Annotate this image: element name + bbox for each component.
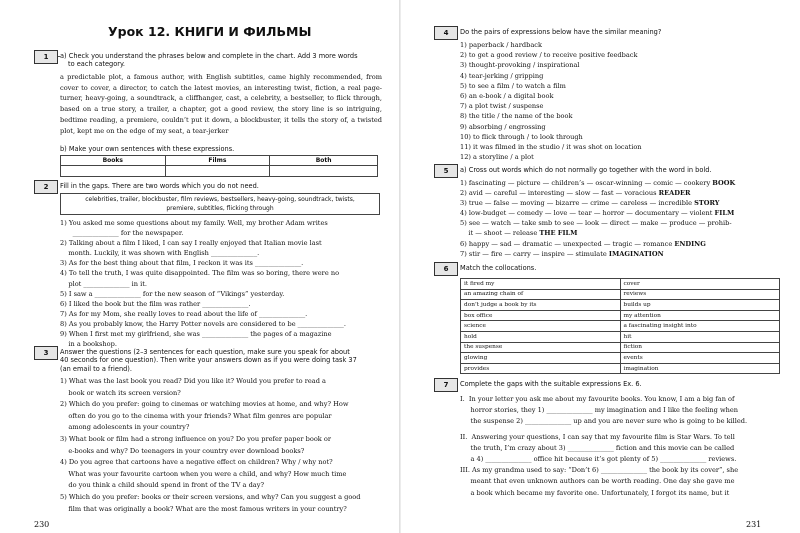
exercise-5-keyword: BOOK — [712, 179, 736, 187]
exercise-5-line — [460, 218, 735, 228]
exercise-2-line: 5) I saw a ______________ for the new season of “Vikings” yesterday. — [60, 289, 285, 298]
exercise-2-instruction: Fill in the gaps. There are two words which you do not need. — [60, 182, 259, 190]
exercise-7-line: the truth, I’m crazy about 3) ______________ fiction and this movie can be called — [460, 443, 735, 452]
collocation-left-cell[interactable]: it fired my — [461, 279, 621, 290]
exercise-2-line: 8) As you probably know, the Harry Potter novels are considered to be ______________. — [60, 319, 346, 328]
exercise-2-number: 2 — [34, 180, 58, 194]
exercise-2-line: 4) To tell the truth, I was quite disappointed. The film was so boring, there were no — [60, 269, 340, 278]
exercise-3-line: 4) Do you agree that cartoons have a negative effect on children? Why / why not? — [60, 458, 333, 467]
exercise-7-line: the suspense 2) ______________ up and you are never sure who is going to be killed. — [460, 417, 748, 426]
exercise-3-line: often do you go to the cinema with your friends? What film genres are popular — [60, 411, 332, 420]
collocation-row — [461, 289, 780, 300]
chart-cell[interactable] — [270, 166, 378, 177]
exercise-5-line — [460, 188, 735, 198]
exercise-3-line: 3) What book or film had a strong influence on you? Do you prefer paper book or — [60, 434, 332, 443]
exercise-2-line: 6) I liked the book but the film was rather ______________. — [60, 299, 251, 308]
exercise-5-line — [460, 178, 735, 188]
exercise-3-instruction-line: (an email to a friend). — [60, 364, 132, 373]
collocation-right-cell[interactable]: builds up — [620, 300, 780, 311]
exercise-5-keyword: ENDING — [674, 239, 706, 248]
collocation-left-cell[interactable]: an amazing chain of — [461, 289, 621, 300]
collocation-left-cell[interactable]: provides — [461, 363, 621, 374]
exercise-5-keyword: FILM — [714, 209, 735, 218]
exercise-3-line: film that was originally a book? What are the most famous writers in your country? — [60, 504, 347, 513]
word-box-line-1: celebrities, trailer, blockbuster, film reviews, bestsellers, heavy-going, soundtrack, twists, — [85, 196, 355, 203]
collocation-row — [461, 300, 780, 311]
exercise-5-line-text: 1) fascinating — picture — children’s — oscar-winning — comic — cookery — [460, 179, 713, 187]
exercise-4-line: 8) the title / the name of the book — [460, 112, 573, 121]
exercise-3-line: What was your favourite cartoon when you were a child, and why? How much time — [60, 469, 347, 478]
exercise-5-line-text: 5) see — watch — take smb to see — look — direct — make — produce — prohib- — [460, 219, 732, 228]
exercise-4-number: 4 — [434, 26, 458, 40]
exercise-2-line: 3) As for the best thing about that film, I reckon it was its ______________. — [60, 259, 304, 268]
exercise-5-keyword: STORY — [694, 199, 720, 208]
exercise-4-pairs — [460, 40, 642, 162]
chart-cell[interactable] — [165, 166, 270, 177]
exercise-4-line: 11) it was filmed in the studio / it was shot on location — [460, 143, 642, 152]
lesson-title: Урок 12. КНИГИ И ФИЛЬМЫ — [108, 24, 312, 39]
exercise-1-instruction-b: b) Make your own sentences with these expressions. — [60, 145, 235, 153]
collocation-left-cell[interactable]: the suspense — [461, 342, 621, 353]
collocation-row — [461, 363, 780, 374]
exercise-5-line-text: 3) true — false — moving — bizarre — crime — careless — incredible — [460, 199, 695, 208]
exercise-7-number: 7 — [434, 378, 458, 392]
exercise-1-instruction-line-1: a) Check you understand the phrases below and complete in the chart. Add 3 more words — [60, 52, 358, 60]
exercise-4-line: 4) tear-jerking / gripping — [460, 71, 544, 80]
exercise-7-text — [460, 394, 747, 499]
exercise-4-line: 7) a plot twist / suspense — [460, 102, 544, 111]
exercise-2-line: plot ______________ in it. — [60, 279, 147, 288]
exercise-2-line: month. Luckily, it was shown with English ______________. — [60, 249, 260, 258]
collocation-row — [461, 279, 780, 290]
exercise-1-phrases: a predictable plot, a famous author, with English subtitles, came highly recommended, from cover to cover, a director, to catch the latest movies, an interesting twist, fiction, a real page-turner, heavy-going, a soundtrack, a cliffhanger, cast, a celebrity, a bestseller, to flick through, based on a true story, a trailer, a chapter, got a good review, the story line is so intriguing, bedtime reading, a premiere, couldn’t put it down, a blockbuster, it tells the story of, a twisted plot, kept me on the edge of my seat, a tear-jerker — [60, 73, 382, 135]
exercise-4-line: 1) paperback / hardback — [460, 41, 542, 49]
exercise-3-line: 2) Which do you prefer: going to cinemas or watching movies at home, and why? How — [60, 400, 349, 409]
exercise-5-line — [460, 228, 735, 238]
collocation-row — [461, 310, 780, 321]
collocation-right-cell[interactable]: reviews — [620, 289, 780, 300]
exercise-5-line-text: 4) low-budget — comedy — love — tear — horror — documentary — violent — [460, 209, 715, 218]
page-number-left: 230 — [34, 520, 50, 529]
exercise-6-number: 6 — [434, 262, 458, 276]
word-box-line-2: premiere, subtitles, flicking through — [166, 204, 274, 212]
collocation-left-cell[interactable]: science — [461, 321, 621, 332]
exercise-4-line: 9) absorbing / engrossing — [460, 122, 546, 131]
collocation-right-cell[interactable]: hit — [620, 331, 780, 342]
collocation-left-cell[interactable]: don’t judge a book by its — [461, 300, 621, 311]
exercise-2-line: 1) You asked me some questions about my family. Well, my brother Adam writes — [60, 219, 328, 227]
exercise-3-questions — [60, 376, 385, 515]
exercise-5-line — [460, 249, 735, 259]
exercise-6-instruction: Match the collocations. — [460, 264, 537, 272]
collocation-row — [461, 342, 780, 353]
exercise-7-line: II. Answering your questions, I can say that my favourite film is Star Wars. To tell — [460, 432, 735, 441]
exercise-1-instruction — [60, 52, 380, 69]
exercise-1-chart — [60, 155, 378, 177]
collocation-right-cell[interactable]: events — [620, 353, 780, 364]
chart-header-books: Books — [61, 156, 166, 166]
exercise-5-keyword: IMAGINATION — [608, 249, 664, 258]
exercise-3-line: among adolescents in your country? — [60, 423, 190, 432]
exercise-4-line: 2) to get a good review / to receive positive feedback — [460, 51, 638, 60]
exercise-5-keyword: THE FILM — [539, 229, 578, 238]
exercise-2-line: 2) Talking about a film I liked, I can say I really enjoyed that Italian movie last — [60, 239, 322, 248]
collocation-row — [461, 353, 780, 364]
collocation-right-cell[interactable]: cover — [620, 279, 780, 290]
exercise-5-instruction: a) Cross out words which do not normally go together with the word in bold. — [460, 166, 712, 174]
chart-header-both: Both — [270, 156, 378, 166]
exercise-4-line: 10) to flick through / to look through — [460, 132, 583, 141]
exercise-7-instruction: Complete the gaps with the suitable expressions Ex. 6. — [460, 380, 642, 388]
exercise-1-instruction-line-2: to each category. — [68, 60, 126, 69]
exercise-3-instruction-line: Answer the questions (2–3 sentences for each question, make sure you speak for about — [60, 348, 350, 356]
collocation-right-cell[interactable]: imagination — [620, 363, 780, 374]
right-page — [400, 0, 800, 533]
exercise-4-line: 5) to see a film / to watch a film — [460, 81, 566, 90]
exercise-3-line: 1) What was the last book you read? Did you like it? Would you prefer to read a — [60, 377, 326, 385]
exercise-5-line — [460, 198, 735, 208]
exercise-5-line-text: it — shoot — release — [460, 229, 540, 238]
collocation-right-cell[interactable]: fiction — [620, 342, 780, 353]
exercise-2-line: ______________ for the newspaper. — [60, 229, 184, 238]
exercise-4-line: 6) an e-book / a digital book — [460, 92, 554, 101]
chart-cell[interactable] — [61, 166, 166, 177]
exercise-5-number: 5 — [434, 164, 458, 178]
exercise-7-line: I. In your letter you ask me about my favourite books. You know, I am a big fan of — [460, 395, 735, 403]
collocation-left-cell[interactable]: box office — [461, 310, 621, 321]
collocation-left-cell[interactable]: glowing — [461, 353, 621, 364]
exercise-7-line: horror stories, they 1) ______________ my imagination and I like the feeling when — [460, 406, 739, 415]
chart-header-films: Films — [165, 156, 270, 166]
exercise-7-line: III. As my grandma used to say: “Don’t 6) ______________ the book by its cover”, she — [460, 466, 739, 475]
exercise-3-line: 5) Which do you prefer: books or their screen versions, and why? Can you suggest a good — [60, 492, 361, 501]
exercise-5-keyword: READER — [658, 189, 691, 198]
exercise-2-sentences — [60, 218, 385, 349]
exercise-4-line: 3) thought-provoking / inspirational — [460, 61, 580, 70]
exercise-1-number: 1 — [34, 50, 58, 64]
exercise-3-line: do you think a child should spend in front of the TV a day? — [60, 481, 264, 490]
collocation-row — [461, 321, 780, 332]
exercise-7-line: meant that even unknown authors can be worth reading. One day she gave me — [460, 477, 735, 486]
exercise-2-line: in a bookshop. — [60, 340, 117, 349]
collocation-left-cell[interactable]: hold — [461, 331, 621, 342]
collocation-right-cell[interactable]: my attention — [620, 310, 780, 321]
exercise-2-word-box — [60, 193, 380, 215]
exercise-5-line-text: 6) happy — sad — dramatic — unexpected — tragic — romance — [460, 239, 675, 248]
exercise-3-instruction-line: 40 seconds for one question). Then write your answers down as if you were doing task 37 — [60, 356, 357, 365]
exercise-3-line: e-books and why? Do teenagers in your country ever download books? — [60, 446, 305, 455]
collocations-table — [460, 278, 780, 374]
exercise-4-instruction: Do the pairs of expressions below have the similar meaning? — [460, 28, 662, 36]
exercise-7-line: a book which became my favorite one. Unfortunately, I forgot its name, but it — [460, 488, 730, 497]
collocation-row — [461, 331, 780, 342]
exercise-2-line: 9) When I first met my girlfriend, she was ______________ the pages of a magazine — [60, 330, 332, 339]
exercise-7-line: a 4) ______________ office hit because it’s got plenty of 5) ______________ reviews. — [460, 455, 737, 464]
exercise-3-instruction — [60, 348, 385, 373]
exercise-5-line — [460, 208, 735, 218]
exercise-4-line: 12) a storyline / a plot — [460, 153, 534, 162]
exercise-5-word-chains — [460, 178, 735, 259]
collocation-right-cell[interactable]: a fascinating insight into — [620, 321, 780, 332]
exercise-3-number: 3 — [34, 346, 58, 360]
exercise-2-line: 7) As for my Mom, she really loves to read about the life of ______________. — [60, 309, 308, 318]
exercise-5-line-text: 2) avid — careful — interesting — slow — fast — voracious — [460, 189, 659, 198]
exercise-3-line: book or watch its screen version? — [60, 388, 181, 397]
exercise-5-line-text: 7) stir — fire — carry — inspire — stimulate — [460, 249, 609, 258]
page-number-right: 231 — [746, 520, 762, 529]
exercise-5-line — [460, 239, 735, 249]
